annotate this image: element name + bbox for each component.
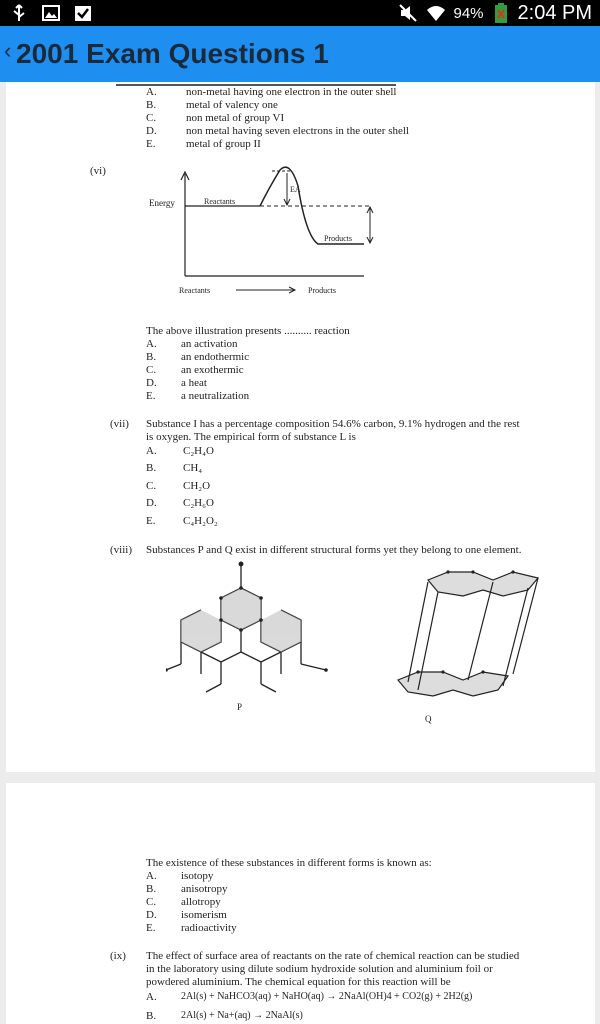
- q8-option-e-letter: E.: [146, 922, 156, 934]
- q8-stem: Substances P and Q exist in different structural forms yet they belong to one element.: [146, 544, 522, 556]
- q5-option-a-text: non-metal having one electron in the outer shell: [186, 86, 397, 98]
- energy-axis-label: Energy: [149, 198, 175, 208]
- q9-option-b-letter: B.: [146, 1010, 157, 1022]
- check-icon: [72, 2, 94, 24]
- q5-option-b-text: metal of valency one: [186, 99, 278, 111]
- products-level-label: Products: [324, 234, 352, 243]
- q8-continued-stem: The existence of these substances in different forms is known as:: [146, 857, 432, 869]
- clock: 2:04 PM: [517, 1, 592, 24]
- ea-label: EA: [290, 185, 301, 194]
- q9-option-a-text: 2Al(s) + NaHCO3(aq) + NaHO(aq) → 2NaAl(OH)4 + CO2(g) + 2H2(g): [181, 991, 473, 1002]
- q9-number: (ix): [110, 950, 126, 962]
- reactants-level-label: Reactants: [204, 197, 236, 206]
- x-axis-right-label: Products: [308, 286, 336, 295]
- q6-option-b-letter: B.: [146, 351, 157, 363]
- q6-option-b-text: an endothermic: [181, 351, 250, 363]
- q8-number: (viii): [110, 544, 132, 556]
- q6-option-a-letter: A.: [146, 338, 157, 350]
- label-q: Q: [425, 714, 432, 724]
- q8-option-b-letter: B.: [146, 883, 157, 895]
- battery-icon: [490, 2, 512, 24]
- q7-option-a-letter: A.: [146, 445, 157, 457]
- q7-option-c-text: CH₂O: [183, 480, 211, 492]
- q7-option-a-text: C₂H₄O: [183, 445, 214, 457]
- status-bar: [0, 0, 600, 26]
- q6-option-e-letter: E.: [146, 390, 156, 402]
- q7-option-e-text: C₄H₂O₂: [183, 515, 218, 527]
- q7-number: (vii): [110, 418, 129, 430]
- q6-option-d-letter: D.: [146, 377, 157, 389]
- q8-option-a-letter: A.: [146, 870, 157, 882]
- q8-option-d-text: isomerism: [181, 909, 227, 921]
- usb-icon: [8, 2, 30, 24]
- mute-icon: [397, 2, 419, 24]
- q8-option-a-text: isotopy: [181, 870, 214, 882]
- q9-stem-line1: The effect of surface area of reactants on the rate of chemical reaction can be studied: [146, 950, 520, 962]
- q5-option-d-text: non metal having seven electrons in the outer shell: [186, 125, 409, 137]
- q7-stem-line1: Substance I has a percentage composition 54.6% carbon, 9.1% hydrogen and the rest: [146, 418, 520, 430]
- q5-option-c-letter: C.: [146, 112, 157, 124]
- wifi-icon: [425, 2, 447, 24]
- back-chevron-icon[interactable]: ‹: [4, 38, 12, 63]
- q6-option-c-letter: C.: [146, 364, 157, 376]
- q5-option-c-text: non metal of group VI: [186, 112, 285, 124]
- q6-stem: The above illustration presents .......... reaction: [146, 325, 350, 337]
- q6-option-d-text: a heat: [181, 377, 207, 389]
- q7-option-d-text: C₂H₆O: [183, 497, 214, 509]
- q8-option-c-letter: C.: [146, 896, 157, 908]
- q9-stem-line3: powdered aluminium. The chemical equation for this reaction will be: [146, 976, 451, 988]
- energy-profile-diagram: [142, 166, 402, 301]
- q7-option-b-letter: B.: [146, 462, 157, 474]
- q5-option-e-text: metal of group II: [186, 138, 261, 150]
- label-p: P: [237, 702, 243, 712]
- q7-stem-line2: is oxygen. The empirical form of substance L is: [146, 431, 356, 443]
- image-icon: [40, 2, 62, 24]
- q6-number: (vi): [90, 165, 106, 177]
- q6-option-a-text: an activation: [181, 338, 238, 350]
- structure-p-diagram: [166, 558, 336, 708]
- q7-option-b-text: CH₄: [183, 462, 203, 474]
- q5-option-e-letter: E.: [146, 138, 156, 150]
- document-page-2[interactable]: [6, 783, 595, 1024]
- notification-icons: [8, 2, 94, 24]
- q6-option-c-text: an exothermic: [181, 364, 244, 376]
- document-page-1[interactable]: [6, 82, 595, 772]
- app-bar: [0, 26, 600, 82]
- q8-option-e-text: radioactivity: [181, 922, 237, 934]
- q7-option-e-letter: E.: [146, 515, 156, 527]
- q8-option-c-text: allotropy: [181, 896, 221, 908]
- q8-option-b-text: anisotropy: [181, 883, 228, 895]
- battery-percent: 94%: [453, 4, 484, 22]
- q7-option-c-letter: C.: [146, 480, 157, 492]
- page-title[interactable]: 2001 Exam Questions 1: [16, 38, 329, 69]
- q9-option-a-letter: A.: [146, 991, 157, 1003]
- q8-option-d-letter: D.: [146, 909, 157, 921]
- q9-option-b-text: 2Al(s) + Na+(aq) → 2NaAl(s): [181, 1010, 303, 1021]
- q7-option-d-letter: D.: [146, 497, 157, 509]
- q5-option-b-letter: B.: [146, 99, 157, 111]
- structure-q-diagram: [388, 568, 548, 718]
- q5-option-d-letter: D.: [146, 125, 157, 137]
- q5-option-a-letter: A.: [146, 86, 157, 98]
- q6-option-e-text: a neutralization: [181, 390, 250, 402]
- x-axis-left-label: Reactants: [179, 286, 211, 295]
- q9-stem-line2: in the laboratory using dilute sodium hydroxide solution and aluminium foil or: [146, 963, 493, 975]
